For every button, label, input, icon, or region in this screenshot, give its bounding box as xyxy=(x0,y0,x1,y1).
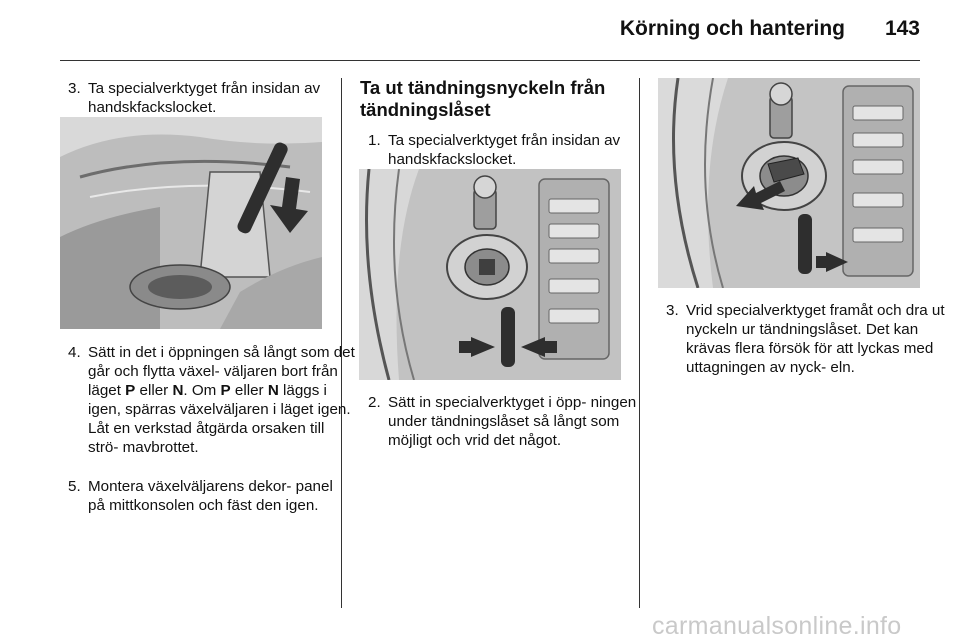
ignition-lock-tool-illustration xyxy=(359,169,621,380)
step-text: Ta specialverktyget från insidan av handskfackslocket. xyxy=(388,132,621,168)
step-text: . Om xyxy=(183,382,221,399)
header-rule xyxy=(60,60,920,61)
step-text: Vrid specialverktyget framåt och dra ut nyckeln ur tändningslåset. Det kan krävas flera försök för att lyckas med uttagningen av nyck- eln. xyxy=(686,302,945,376)
step-text: Ta specialverktyget från insidan av handskfackslocket. xyxy=(88,80,321,116)
section-heading: Ta ut tändningsnyckeln från tändningslåset xyxy=(360,77,606,120)
step-number: 3. xyxy=(68,80,81,97)
step-number: 1. xyxy=(368,132,381,149)
page-number: 143 xyxy=(884,17,920,40)
gear-n-label: N xyxy=(172,382,184,399)
step-2-middle xyxy=(360,393,650,450)
section-title: Körning och hantering xyxy=(619,17,845,40)
step-text: eller xyxy=(135,382,173,399)
gear-selector-illustration xyxy=(60,117,322,329)
step-3-right xyxy=(658,301,954,377)
ignition-lock-drawing xyxy=(359,169,621,380)
step-number: 2. xyxy=(368,394,381,411)
gear-p-label: P xyxy=(220,382,231,399)
watermark: carmanualsonline.info xyxy=(652,612,902,640)
step-5-left xyxy=(60,477,350,515)
gear-selector-drawing xyxy=(60,117,322,329)
step-text: Sätt in specialverktyget i öpp- ningen under tändningslåset så långt som möjligt och vrid det något. xyxy=(388,394,637,449)
step-number: 5. xyxy=(68,478,81,495)
gear-n-label: N xyxy=(267,382,279,399)
step-number: 4. xyxy=(68,344,81,361)
step-text: läggs i igen, spärras växelväljaren i läget igen. Låt en verkstad åtgärda orsaken till strö- mavbrottet. xyxy=(88,382,351,456)
step-3-left xyxy=(60,79,350,117)
gear-p-label: P xyxy=(125,382,136,399)
step-text: Montera växelväljarens dekor- panel på mittkonsolen och fäst den igen. xyxy=(88,478,333,514)
step-text: eller xyxy=(230,382,268,399)
step-text: Sätt in det i öppningen så långt som det går och flytta växel- väljaren bort från läget xyxy=(88,344,355,399)
step-4-left xyxy=(60,343,356,457)
step-1-middle xyxy=(360,131,650,169)
ignition-key-removal-illustration xyxy=(658,78,920,288)
step-number: 3. xyxy=(666,302,679,319)
key-removal-drawing xyxy=(658,78,920,288)
